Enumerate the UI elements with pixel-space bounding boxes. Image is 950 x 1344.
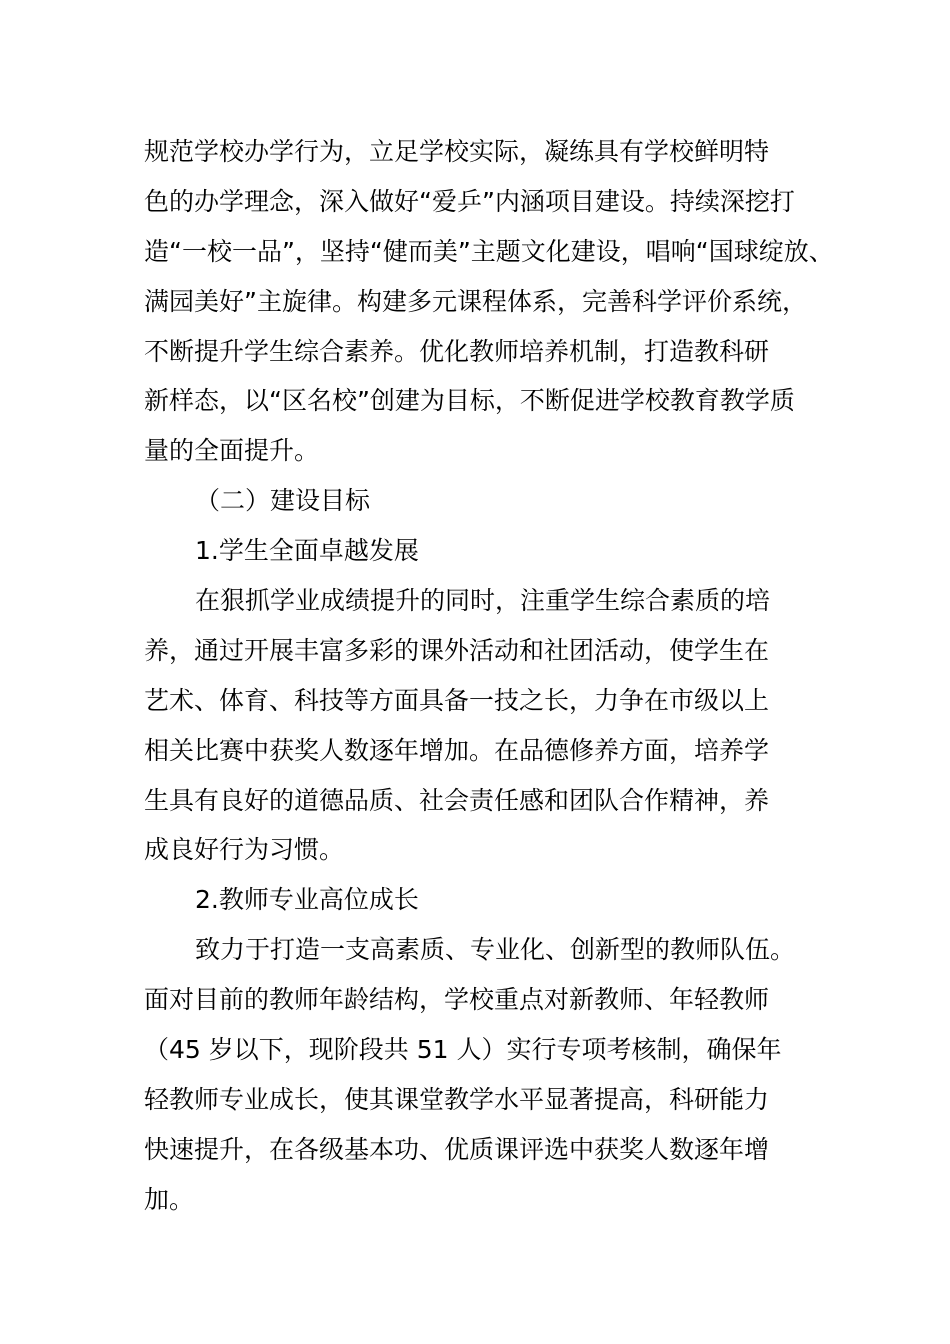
paragraph-line: 新样态，以“区名校”创建为目标，不断促进学校教育教学质 [144,386,795,416]
subsection-heading: 2.教师专业高位成长 [195,885,419,915]
subsection-heading: 1.学生全面卓越发展 [195,536,419,566]
paragraph-line: 加。 [144,1184,195,1214]
section-heading: （二）建设目标 [195,486,371,516]
paragraph-line: 致力于打造一支高素质、专业化、创新型的教师队伍。 [195,935,796,965]
paragraph-line: 面对目前的教师年龄结构，学校重点对新教师、年轻教师 [144,985,770,1015]
paragraph-line: 量的全面提升。 [144,436,320,466]
paragraph-line: 生具有良好的道德品质、社会责任感和团队合作精神，养 [144,785,770,815]
paragraph-line: 满园美好”主旋律。构建多元课程体系，完善科学评价系统， [144,286,807,316]
paragraph-line: 艺术、体育、科技等方面具备一技之长，力争在市级以上 [144,685,770,715]
paragraph-line: 轻教师专业成长，使其课堂教学水平显著提高，科研能力 [144,1084,770,1114]
paragraph-line: 快速提升，在各级基本功、优质课评选中获奖人数逐年增 [144,1134,770,1164]
body-text [144,127,834,1225]
paragraph-line: 成良好行为习惯。 [144,835,345,865]
paragraph-line: 造“一校一品”，坚持“健而美”主题文化建设，唱响“国球绽放、 [144,236,834,266]
paragraph-line: 在狠抓学业成绩提升的同时，注重学生综合素质的培 [195,586,771,616]
paragraph-line: 色的办学理念，深入做好“爱乒”内涵项目建设。持续深挖打 [144,186,795,216]
paragraph-line: 规范学校办学行为，立足学校实际，凝练具有学校鲜明特 [144,137,770,166]
paragraph-line: （45 岁以下，现阶段共 51 人）实行专项考核制，确保年 [144,1035,782,1065]
paragraph-line: 养，通过开展丰富多彩的课外活动和社团活动，使学生在 [144,635,770,665]
paragraph-line: 不断提升学生综合素养。优化教师培养机制，打造教科研 [144,336,770,366]
paragraph-line: 相关比赛中获奖人数逐年增加。在品德修养方面，培养学 [144,735,770,765]
